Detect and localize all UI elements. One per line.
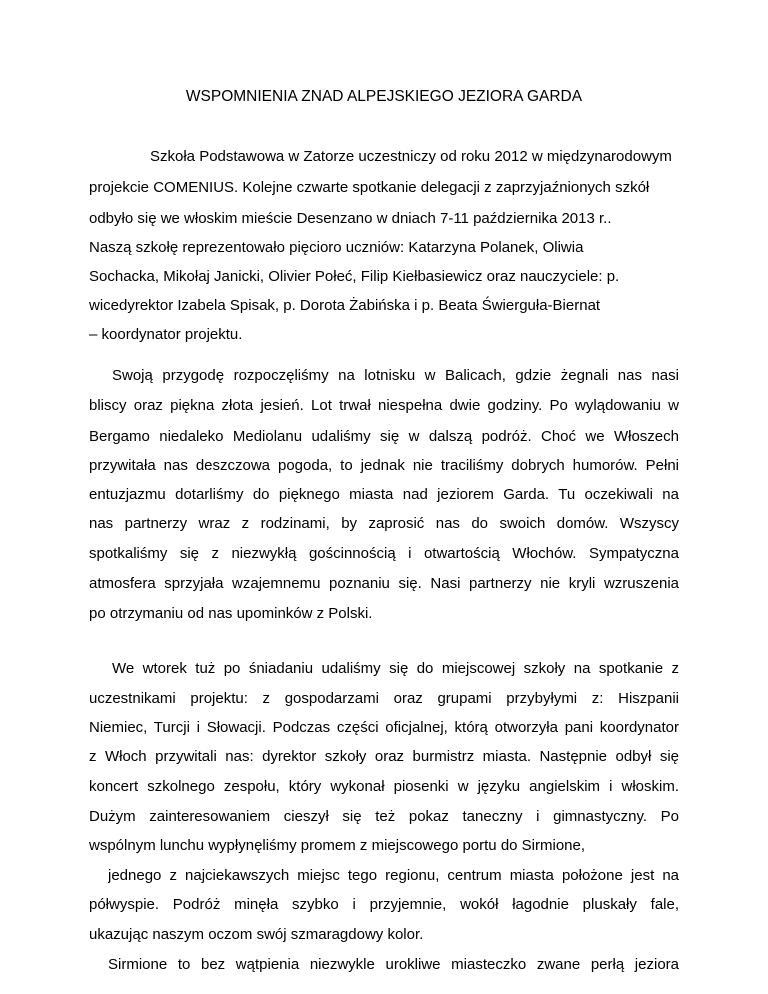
paragraph3-line: z Włoch przywitali nas: dyrektor szkoły oraz burmistrz miasta. Następnie odbył się bbox=[89, 748, 679, 765]
paragraph3-line: Niemiec, Turcji i Słowacji. Podczas części oficjalnej, którą otworzyła pani koordynator bbox=[89, 719, 679, 736]
paragraph2-line: atmosfera sprzyjała wzajemnemu poznaniu się. Nasi partnerzy nie kryli wzruszenia bbox=[89, 575, 679, 592]
paragraph1-line: wicedyrektor Izabela Spisak, p. Dorota Żabińska i p. Beata Świerguła-Biernat bbox=[89, 297, 601, 314]
paragraph3-line: uczestnikami projektu: z gospodarzami oraz grupami przybyłymi z: Hiszpanii bbox=[89, 690, 679, 707]
paragraph3-line: ukazując naszym oczom swój szmaragdowy kolor. bbox=[89, 926, 424, 943]
paragraph4-line: Sirmione to bez wątpienia niezwykle urokliwe miasteczko zwane perłą jeziora bbox=[108, 956, 679, 973]
paragraph2-line: Swoją przygodę rozpoczęliśmy na lotnisku w Balicach, gdzie żegnali nas nasi bbox=[112, 367, 679, 384]
paragraph2-line: po otrzymaniu od nas upominków z Polski. bbox=[89, 605, 373, 622]
paragraph2-line: bliscy oraz piękna złota jesień. Lot trwał niespełna dwie godziny. Po wylądowaniu w bbox=[89, 397, 679, 414]
paragraph3-line: wspólnym lunchu wypłynęliśmy promem z miejscowego portu do Sirmione, bbox=[89, 837, 586, 854]
paragraph3-line: półwyspie. Podróż minęła szybko i przyjemnie, wokół łagodnie pluskały fale, bbox=[89, 896, 679, 913]
paragraph3-line: jednego z najciekawszych miejsc tego regionu, centrum miasta położone jest na bbox=[108, 867, 679, 884]
paragraph1-line: Sochacka, Mikołaj Janicki, Olivier Połeć, Filip Kiełbasiewicz oraz nauczyciele: p. bbox=[89, 268, 620, 285]
paragraph2-line: entuzjazmu dotarliśmy do pięknego miasta nad jeziorem Garda. Tu oczekiwali na bbox=[89, 486, 679, 503]
paragraph1-line: Szkoła Podstawowa w Zatorze uczestniczy od roku 2012 w międzynarodowym bbox=[150, 148, 672, 165]
paragraph1-line: projekcie COMENIUS. Kolejne czwarte spotkanie delegacji z zaprzyjaźnionych szkół bbox=[89, 179, 650, 196]
paragraph1-line: odbyło się we włoskim mieście Desenzano w dniach 7-11 października 2013 r.. bbox=[89, 210, 612, 227]
paragraph3-line: koncert szkolnego zespołu, który wykonał piosenki w języku angielskim i włoskim. bbox=[89, 778, 679, 795]
paragraph1-line: – koordynator projektu. bbox=[89, 326, 243, 343]
paragraph1-line: Naszą szkołę reprezentowało pięcioro uczniów: Katarzyna Polanek, Oliwia bbox=[89, 239, 584, 256]
paragraph2-line: przywitała nas deszczowa pogoda, to jednak nie traciliśmy dobrych humorów. Pełni bbox=[89, 457, 679, 474]
document-title: WSPOMNIENIA ZNAD ALPEJSKIEGO JEZIORA GARDA bbox=[185, 88, 583, 105]
paragraph3-line: Dużym zainteresowaniem cieszył się też pokaz taneczny i gimnastyczny. Po bbox=[89, 808, 679, 825]
paragraph2-line: spotkaliśmy się z niezwykłą gościnnością i otwartością Włochów. Sympatyczna bbox=[89, 545, 679, 562]
paragraph2-line: Bergamo niedaleko Mediolanu udaliśmy się w dalszą podróż. Choć we Włoszech bbox=[89, 428, 679, 445]
paragraph2-line: nas partnerzy wraz z rodzinami, by zaprosić nas do swoich domów. Wszyscy bbox=[89, 515, 679, 532]
paragraph3-line: We wtorek tuż po śniadaniu udaliśmy się do miejscowej szkoły na spotkanie z bbox=[112, 660, 679, 677]
